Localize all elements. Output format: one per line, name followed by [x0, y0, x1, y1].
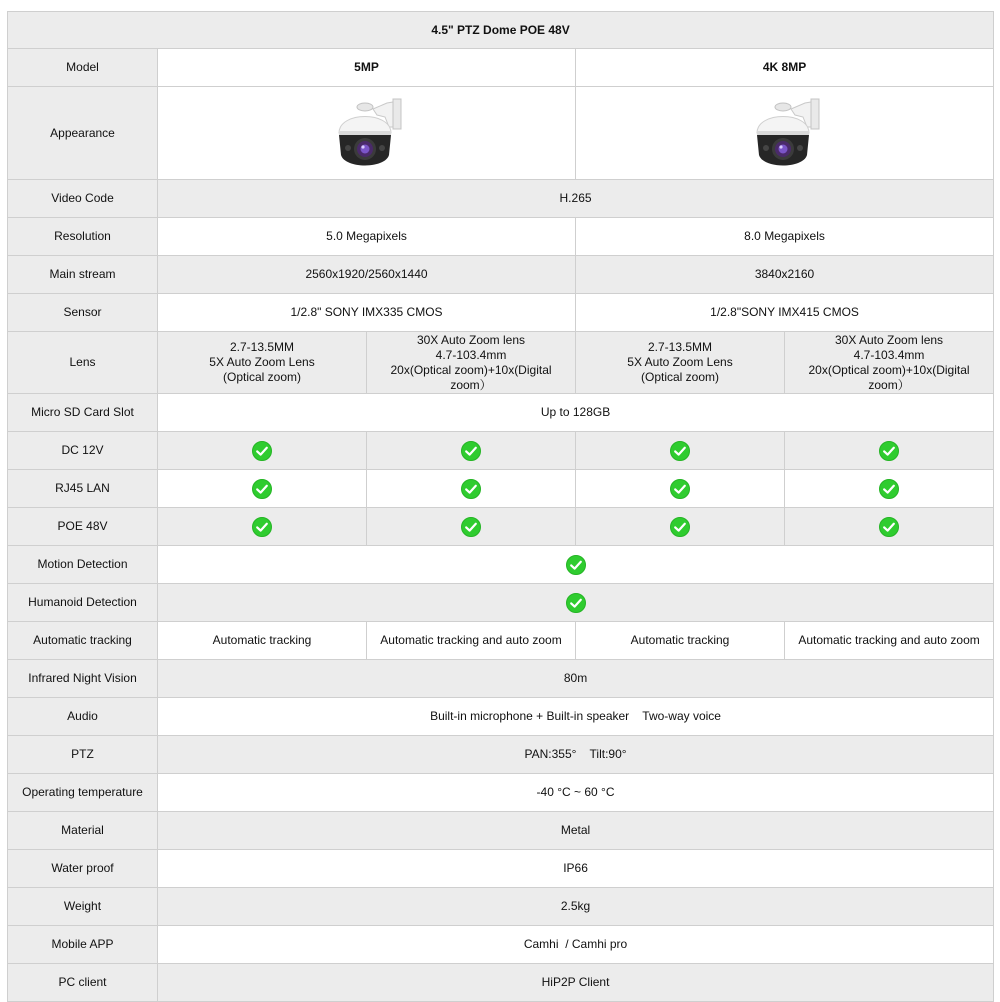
- lens-line: 5X Auto Zoom Lens: [209, 355, 315, 369]
- appearance-4k-8mp: [576, 87, 994, 180]
- weight-value: 2.5kg: [158, 888, 994, 926]
- checkmark-icon: [461, 517, 481, 537]
- sensor-5mp: 1/2.8" SONY IMX335 CMOS: [158, 294, 576, 332]
- row-label-app: Mobile APP: [8, 926, 158, 964]
- row-label-temperature: Operating temperature: [8, 774, 158, 812]
- poe-cell: [785, 508, 994, 546]
- checkmark-icon: [566, 555, 586, 575]
- main-stream-4k-8mp: 3840x2160: [576, 256, 994, 294]
- sd-slot-value: Up to 128GB: [158, 394, 994, 432]
- checkmark-icon: [461, 441, 481, 461]
- poe-cell: [158, 508, 367, 546]
- rj45-cell: [367, 470, 576, 508]
- lens-line: 2.7-13.5MM: [647, 340, 713, 354]
- row-label-poe: POE 48V: [8, 508, 158, 546]
- rj45-cell: [158, 470, 367, 508]
- humanoid-cell: [158, 584, 994, 622]
- checkmark-icon: [252, 441, 272, 461]
- row-label-material: Material: [8, 812, 158, 850]
- row-label-appearance: Appearance: [8, 87, 158, 180]
- checkmark-icon: [670, 479, 690, 499]
- sensor-4k-8mp: 1/2.8"SONY IMX415 CMOS: [576, 294, 994, 332]
- lens-line: 30X Auto Zoom lens: [834, 332, 944, 347]
- rj45-cell: [785, 470, 994, 508]
- pc-value: HiP2P Client: [158, 964, 994, 1002]
- lens-line: 4.7-103.4mm: [435, 347, 507, 362]
- lens-5x: [158, 332, 367, 394]
- ptz-camera-image: [745, 93, 825, 173]
- model-5mp: 5MP: [158, 49, 576, 87]
- lens-line: (Optical zoom): [640, 370, 720, 384]
- lens-30x: [785, 332, 994, 394]
- row-label-video-code: Video Code: [8, 180, 158, 218]
- lens-line: 20x(Optical zoom)+10x(Digital: [808, 362, 970, 377]
- row-label-sensor: Sensor: [8, 294, 158, 332]
- checkmark-icon: [879, 479, 899, 499]
- table-title: 4.5" PTZ Dome POE 48V: [8, 12, 994, 49]
- row-label-tracking: Automatic tracking: [8, 622, 158, 660]
- audio-value: Built-in microphone + Built-in speaker Two-way voice: [158, 698, 994, 736]
- appearance-5mp: [158, 87, 576, 180]
- row-label-humanoid: Humanoid Detection: [8, 584, 158, 622]
- row-label-pc: PC client: [8, 964, 158, 1002]
- checkmark-icon: [566, 593, 586, 613]
- row-label-resolution: Resolution: [8, 218, 158, 256]
- checkmark-icon: [252, 517, 272, 537]
- temperature-value: -40 °C ~ 60 °C: [158, 774, 994, 812]
- lens-line: zoom）: [450, 377, 492, 392]
- checkmark-icon: [879, 517, 899, 537]
- model-4k-8mp: 4K 8MP: [576, 49, 994, 87]
- checkmark-icon: [252, 479, 272, 499]
- dc12v-cell: [785, 432, 994, 470]
- main-stream-5mp: 2560x1920/2560x1440: [158, 256, 576, 294]
- tracking-value: Automatic tracking and auto zoom: [785, 622, 994, 660]
- lens-line: 5X Auto Zoom Lens: [627, 355, 733, 369]
- dc12v-cell: [158, 432, 367, 470]
- lens-line: 2.7-13.5MM: [229, 340, 295, 354]
- checkmark-icon: [879, 441, 899, 461]
- lens-line: 30X Auto Zoom lens: [416, 332, 526, 347]
- checkmark-icon: [670, 517, 690, 537]
- rj45-cell: [576, 470, 785, 508]
- lens-line: zoom）: [868, 377, 910, 392]
- dc12v-cell: [367, 432, 576, 470]
- ptz-camera-image: [327, 93, 407, 173]
- row-label-audio: Audio: [8, 698, 158, 736]
- row-label-main-stream: Main stream: [8, 256, 158, 294]
- row-label-sd-slot: Micro SD Card Slot: [8, 394, 158, 432]
- tracking-value: Automatic tracking: [576, 622, 785, 660]
- row-label-ptz: PTZ: [8, 736, 158, 774]
- resolution-5mp: 5.0 Megapixels: [158, 218, 576, 256]
- row-label-water: Water proof: [8, 850, 158, 888]
- row-label-ir: Infrared Night Vision: [8, 660, 158, 698]
- lens-30x: [367, 332, 576, 394]
- row-label-rj45: RJ45 LAN: [8, 470, 158, 508]
- row-label-model: Model: [8, 49, 158, 87]
- checkmark-icon: [670, 441, 690, 461]
- lens-line: 20x(Optical zoom)+10x(Digital: [390, 362, 552, 377]
- lens-5x: [576, 332, 785, 394]
- tracking-value: Automatic tracking: [158, 622, 367, 660]
- motion-cell: [158, 546, 994, 584]
- row-label-dc12v: DC 12V: [8, 432, 158, 470]
- video-code-value: H.265: [158, 180, 994, 218]
- checkmark-icon: [461, 479, 481, 499]
- lens-line: 4.7-103.4mm: [853, 347, 925, 362]
- app-value: Camhi / Camhi pro: [158, 926, 994, 964]
- poe-cell: [367, 508, 576, 546]
- ptz-value: PAN:355° Tilt:90°: [158, 736, 994, 774]
- water-value: IP66: [158, 850, 994, 888]
- poe-cell: [576, 508, 785, 546]
- spec-table: [7, 11, 994, 1002]
- row-label-weight: Weight: [8, 888, 158, 926]
- lens-line: (Optical zoom): [222, 370, 302, 384]
- material-value: Metal: [158, 812, 994, 850]
- tracking-value: Automatic tracking and auto zoom: [367, 622, 576, 660]
- ir-value: 80m: [158, 660, 994, 698]
- row-label-motion: Motion Detection: [8, 546, 158, 584]
- resolution-4k-8mp: 8.0 Megapixels: [576, 218, 994, 256]
- dc12v-cell: [576, 432, 785, 470]
- row-label-lens: Lens: [8, 332, 158, 394]
